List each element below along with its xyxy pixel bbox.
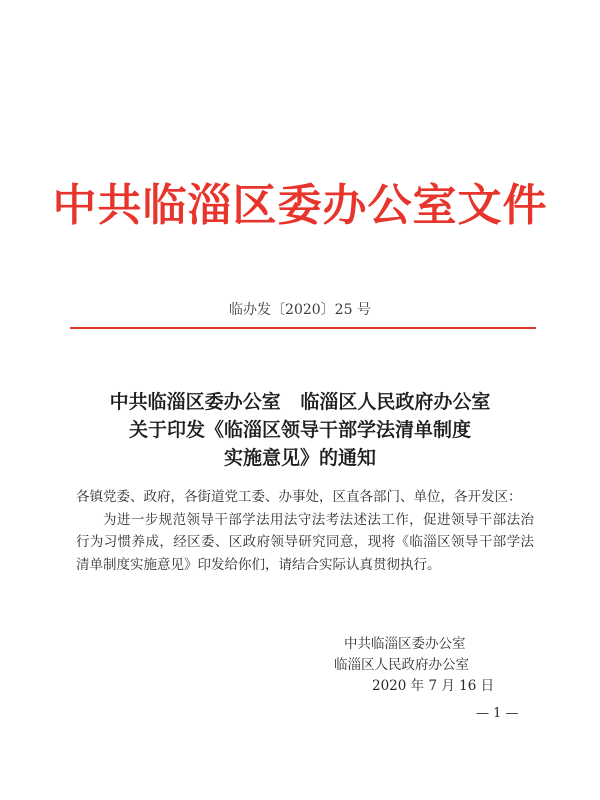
- title-line-2: 关于印发《临淄区领导干部学法清单制度: [128, 419, 471, 441]
- salutation: 各镇党委、政府，各街道党工委、办事处，区直各部门、单位，各开发区：: [76, 489, 522, 505]
- document-number: 临办发〔2020〕25 号: [229, 302, 371, 318]
- issue-date: 2020 年 7 月 16 日: [372, 678, 495, 694]
- issuer-government-office: 临淄区人民政府办公室: [334, 657, 469, 673]
- issuer-party-office: 中共临淄区委办公室: [344, 636, 466, 652]
- red-separator-line: [70, 327, 536, 329]
- signature-block: [330, 634, 530, 697]
- document-masthead: 中共临淄区委办公室文件: [52, 180, 548, 231]
- title-line-3: 实施意见》的通知: [223, 447, 376, 469]
- document-title: [0, 388, 600, 472]
- document-body: [76, 486, 534, 576]
- title-line-1: 中共临淄区委办公室 临淄区人民政府办公室: [109, 391, 491, 413]
- body-paragraph: 为进一步规范领导干部学法用法守法考法述法工作，促进领导干部法治行为习惯养成，经区委、区政府领导研究同意，现将《临淄区领导干部学法清单制度实施意见》印发给你们，请结合实际认真贯彻执行。: [76, 511, 534, 573]
- page-number: — 1 —: [476, 706, 519, 721]
